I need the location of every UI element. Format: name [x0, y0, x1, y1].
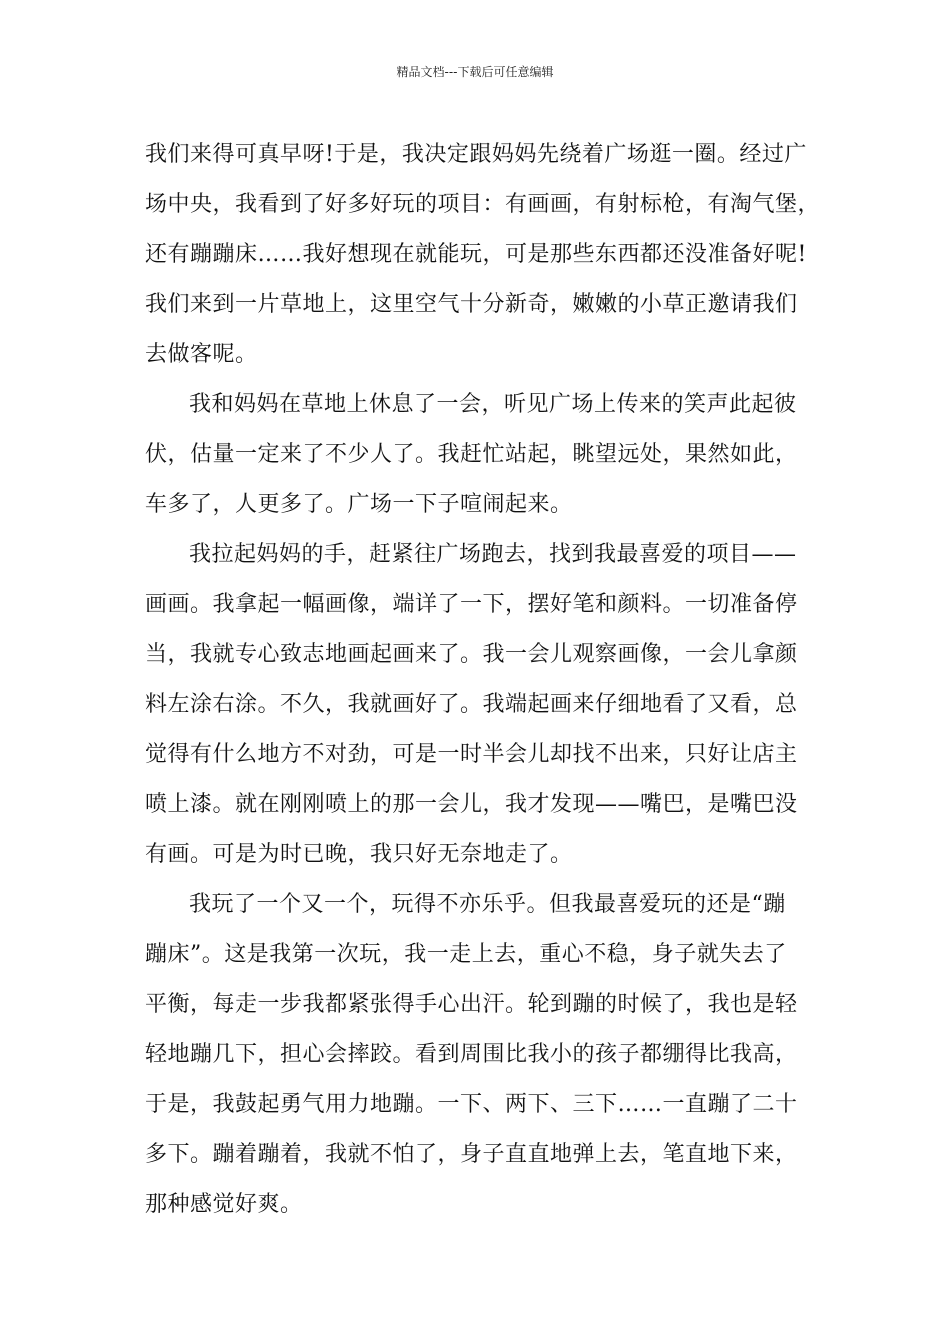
text-line: 我和妈妈在草地上休息了一会，听见广场上传来的笑声此起彼 — [189, 392, 797, 417]
text-line: 料左涂右涂。不久，我就画好了。我端起画来仔细地看了又看，总 — [145, 692, 798, 717]
text-line: 我玩了一个又一个，玩得不亦乐乎。但我最喜爱玩的还是“蹦 — [189, 892, 786, 917]
text-line: 那种感觉好爽。 — [145, 1192, 303, 1217]
text-line: 喷上漆。就在刚刚喷上的那一会儿，我才发现——嘴巴，是嘴巴没 — [145, 792, 798, 817]
text-line: 场中央，我看到了好多好玩的项目：有画画，有射标枪，有淘气堡， — [145, 192, 821, 217]
text-line: 车多了，人更多了。广场一下子喧闹起来。 — [145, 492, 573, 517]
paragraph — [145, 530, 813, 880]
text-line: 有画。可是为时已晚，我只好无奈地走了。 — [145, 842, 573, 867]
text-line: 轻地蹦几下，担心会摔跤。看到周围比我小的孩子都绷得比我高， — [145, 1042, 798, 1067]
text-line: 我们来到一片草地上，这里空气十分新奇，嫩嫩的小草正邀请我们 — [145, 292, 798, 317]
paragraph — [145, 130, 821, 380]
text-line: 觉得有什么地方不对劲，可是一时半会儿却找不出来，只好让店主 — [145, 742, 798, 767]
text-line: 于是，我鼓起勇气用力地蹦。一下、两下、三下……一直蹦了二十 — [145, 1092, 798, 1117]
text-line: 当，我就专心致志地画起画来了。我一会儿观察画像，一会儿拿颜 — [145, 642, 798, 667]
text-line: 画画。我拿起一幅画像，端详了一下，摆好笔和颜料。一切准备停 — [145, 592, 798, 617]
text-line: 多下。蹦着蹦着，我就不怕了，身子直直地弹上去，笔直地下来， — [145, 1142, 798, 1167]
paragraph — [145, 880, 813, 1230]
text-line: 平衡，每走一步我都紧张得手心出汗。轮到蹦的时候了，我也是轻 — [145, 992, 798, 1017]
text-line: 我拉起妈妈的手，赶紧往广场跑去，找到我最喜爱的项目—— — [189, 542, 797, 567]
paragraph — [145, 380, 813, 530]
text-line: 去做客呢。 — [145, 342, 258, 367]
text-line: 我们来得可真早呀!于是，我决定跟妈妈先绕着广场逛一圈。经过广 — [145, 142, 807, 167]
text-line: 蹦床”。这是我第一次玩，我一走上去，重心不稳，身子就失去了 — [145, 942, 787, 967]
text-line: 伏，估量一定来了不少人了。我赶忙站起，眺望远处，果然如此， — [145, 442, 798, 467]
text-line: 还有蹦蹦床……我好想现在就能玩，可是那些东西都还没准备好呢! — [145, 242, 807, 267]
page-header: 精品文档---下载后可任意编辑 — [396, 65, 554, 79]
document-body — [145, 130, 821, 1230]
